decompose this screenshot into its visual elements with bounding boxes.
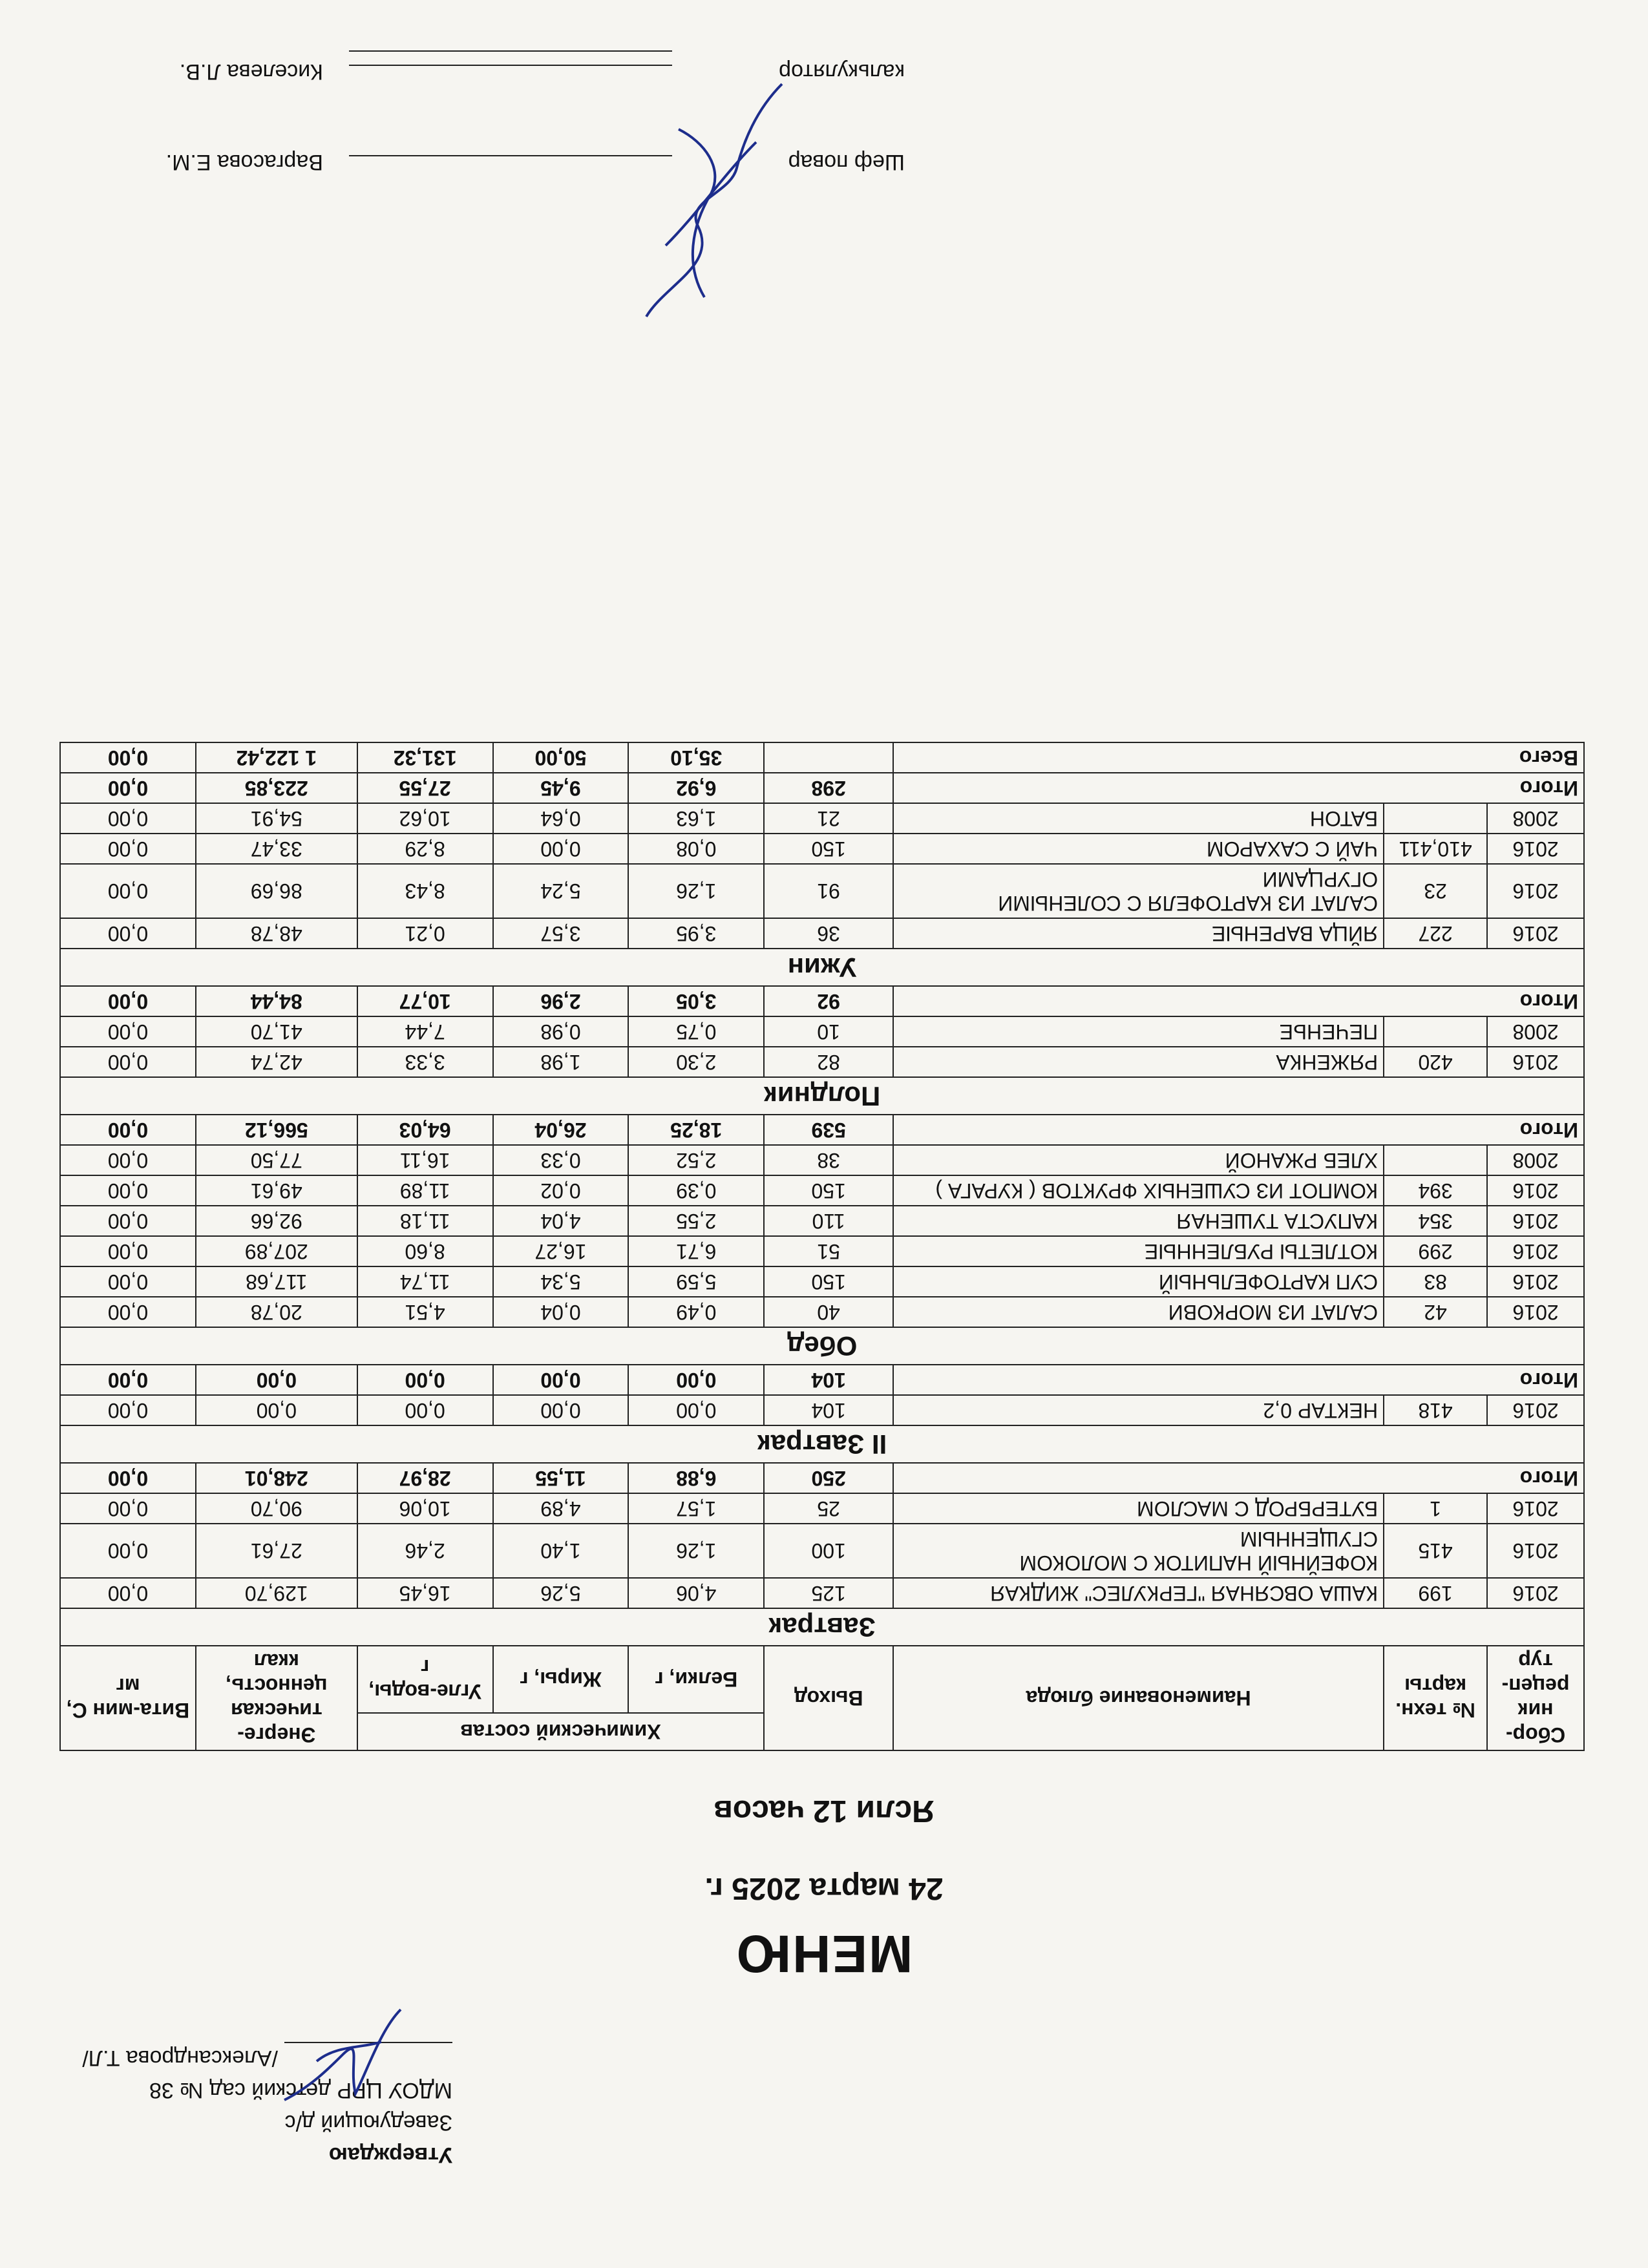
cell-vitamin: 0,00 xyxy=(60,1175,196,1206)
total-row xyxy=(60,1365,1584,1395)
cell-tech-card: 23 xyxy=(1384,864,1487,918)
menu-subtitle: Ясли 12 часов xyxy=(713,1794,935,1828)
cell-output: 91 xyxy=(764,864,893,918)
section-row xyxy=(60,1425,1584,1463)
header-vitamin: Вита-мин С, мг xyxy=(60,1646,196,1750)
cell-proteins: 1,26 xyxy=(628,864,764,918)
cell-fats: 0,00 xyxy=(493,834,629,864)
total-label: Итого xyxy=(893,773,1584,803)
cell-vitamin: 0,00 xyxy=(60,1395,196,1425)
section-name: Завтрак xyxy=(60,1608,1584,1646)
grand-total-cell-carbs: 131,32 xyxy=(357,742,493,773)
total-cell-output: 104 xyxy=(764,1365,893,1395)
cell-tech-card: 394 xyxy=(1384,1175,1487,1206)
cell-proteins: 4,06 xyxy=(628,1578,764,1608)
table-row xyxy=(60,1493,1584,1524)
grand-total-cell-output xyxy=(764,742,893,773)
cell-collection: 2008 xyxy=(1487,1016,1584,1047)
cell-dish-name: НЕКТАР 0,2 xyxy=(893,1395,1384,1425)
cell-collection: 2016 xyxy=(1487,1524,1584,1578)
cell-collection: 2008 xyxy=(1487,1145,1584,1175)
cell-fats: 5,34 xyxy=(493,1266,629,1297)
cell-proteins: 6,71 xyxy=(628,1236,764,1266)
total-row xyxy=(60,986,1584,1016)
cell-vitamin: 0,00 xyxy=(60,834,196,864)
cell-fats: 1,98 xyxy=(493,1047,629,1077)
cell-output: 125 xyxy=(764,1578,893,1608)
cell-dish-name: САЛАТ ИЗ КАРТОФЕЛЯ С СОЛЕНЫМИ ОГУРЦАМИ xyxy=(893,864,1384,918)
total-label: Итого xyxy=(893,986,1584,1016)
calc-name: Киселева Л.В. xyxy=(179,59,323,84)
total-cell-fats: 9,45 xyxy=(493,773,629,803)
cell-proteins: 1,57 xyxy=(628,1493,764,1524)
chef-name: Варгасова Е.М. xyxy=(165,150,323,174)
header-carbs: Угле-воды, г xyxy=(357,1646,493,1713)
cell-vitamin: 0,00 xyxy=(60,1524,196,1578)
cell-energy: 129,70 xyxy=(196,1578,357,1608)
cell-tech-card: 42 xyxy=(1384,1297,1487,1327)
cell-collection: 2016 xyxy=(1487,1493,1584,1524)
grand-total-label: Всего xyxy=(893,742,1584,773)
total-label: Итого xyxy=(893,1365,1584,1395)
chef-role: Шеф повар xyxy=(788,150,905,174)
cell-dish-name: ХЛЕБ РЖАНОЙ xyxy=(893,1145,1384,1175)
cell-energy: 0,00 xyxy=(196,1395,357,1425)
cell-fats: 0,00 xyxy=(493,1395,629,1425)
section-row xyxy=(60,949,1584,986)
cell-collection: 2016 xyxy=(1487,1395,1584,1425)
cell-output: 25 xyxy=(764,1493,893,1524)
cell-energy: 41,70 xyxy=(196,1016,357,1047)
total-cell-proteins: 18,25 xyxy=(628,1115,764,1145)
total-cell-output: 539 xyxy=(764,1115,893,1145)
cell-tech-card: 299 xyxy=(1384,1236,1487,1266)
header-proteins: Белки, г xyxy=(628,1646,764,1713)
cell-energy: 77,50 xyxy=(196,1145,357,1175)
grand-total-row xyxy=(60,742,1584,773)
cell-collection: 2016 xyxy=(1487,834,1584,864)
cell-tech-card: 199 xyxy=(1384,1578,1487,1608)
cell-energy: 54,91 xyxy=(196,803,357,834)
cell-carbs: 11,18 xyxy=(357,1206,493,1236)
cell-energy: 92,66 xyxy=(196,1206,357,1236)
total-cell-fats: 0,00 xyxy=(493,1365,629,1395)
cell-carbs: 10,06 xyxy=(357,1493,493,1524)
table-row xyxy=(60,1145,1584,1175)
cell-dish-name: КАПУСТА ТУШЕНАЯ xyxy=(893,1206,1384,1236)
total-cell-vitamin: 0,00 xyxy=(60,1115,196,1145)
total-cell-energy: 248,01 xyxy=(196,1463,357,1493)
cell-proteins: 1,63 xyxy=(628,803,764,834)
section-row xyxy=(60,1608,1584,1646)
grand-total-cell-fats: 50,00 xyxy=(493,742,629,773)
cell-proteins: 0,75 xyxy=(628,1016,764,1047)
header-fats: Жиры, г xyxy=(493,1646,629,1713)
table-row xyxy=(60,1206,1584,1236)
grand-total-cell-energy: 1 122,42 xyxy=(196,742,357,773)
cell-output: 150 xyxy=(764,1175,893,1206)
total-row xyxy=(60,773,1584,803)
total-cell-output: 92 xyxy=(764,986,893,1016)
cell-fats: 0,02 xyxy=(493,1175,629,1206)
cell-vitamin: 0,00 xyxy=(60,1266,196,1297)
chef-signature-line xyxy=(349,155,672,156)
cell-dish-name: БУТЕРБРОД С МАСЛОМ xyxy=(893,1493,1384,1524)
cell-dish-name: ЯЙЦА ВАРЕНЫЕ xyxy=(893,918,1384,949)
cell-collection: 2016 xyxy=(1487,1236,1584,1266)
cell-vitamin: 0,00 xyxy=(60,1047,196,1077)
table-row xyxy=(60,1175,1584,1206)
approval-signatory: /Александрова Т.Л/ xyxy=(82,2046,278,2070)
cell-vitamin: 0,00 xyxy=(60,1493,196,1524)
cell-carbs: 16,11 xyxy=(357,1145,493,1175)
cell-energy: 33,47 xyxy=(196,834,357,864)
cell-collection: 2016 xyxy=(1487,1578,1584,1608)
table-row xyxy=(60,918,1584,949)
table-row xyxy=(60,1297,1584,1327)
cell-dish-name: КАША ОВСЯНАЯ "ГЕРКУЛЕС" ЖИДКАЯ xyxy=(893,1578,1384,1608)
section-name: Обед xyxy=(60,1327,1584,1365)
total-cell-vitamin: 0,00 xyxy=(60,1463,196,1493)
cell-output: 38 xyxy=(764,1145,893,1175)
total-cell-carbs: 10,77 xyxy=(357,986,493,1016)
cell-output: 40 xyxy=(764,1297,893,1327)
section-name: II Завтрак xyxy=(60,1425,1584,1463)
table-row xyxy=(60,803,1584,834)
cell-energy: 48,78 xyxy=(196,918,357,949)
cell-collection: 2016 xyxy=(1487,1266,1584,1297)
cell-fats: 5,26 xyxy=(493,1578,629,1608)
cell-dish-name: ПЕЧЕНЬЕ xyxy=(893,1016,1384,1047)
total-cell-energy: 0,00 xyxy=(196,1365,357,1395)
cell-vitamin: 0,00 xyxy=(60,1236,196,1266)
cell-proteins: 2,30 xyxy=(628,1047,764,1077)
cell-fats: 3,57 xyxy=(493,918,629,949)
total-cell-proteins: 6,92 xyxy=(628,773,764,803)
total-cell-energy: 84,44 xyxy=(196,986,357,1016)
menu-table-body xyxy=(60,742,1584,1646)
cell-fats: 4,89 xyxy=(493,1493,629,1524)
section-name: Полдник xyxy=(60,1077,1584,1115)
cell-tech-card: 227 xyxy=(1384,918,1487,949)
cell-output: 21 xyxy=(764,803,893,834)
cell-fats: 5,24 xyxy=(493,864,629,918)
cell-energy: 27,61 xyxy=(196,1524,357,1578)
chef-signature-icon xyxy=(627,78,795,323)
cell-dish-name: САЛАТ ИЗ МОРКОВИ xyxy=(893,1297,1384,1327)
cell-vitamin: 0,00 xyxy=(60,1016,196,1047)
cell-carbs: 3,33 xyxy=(357,1047,493,1077)
total-row xyxy=(60,1115,1584,1145)
menu-title: МЕНЮ xyxy=(735,1924,913,1983)
cell-output: 10 xyxy=(764,1016,893,1047)
cell-proteins: 5,59 xyxy=(628,1266,764,1297)
cell-vitamin: 0,00 xyxy=(60,1297,196,1327)
cell-energy: 20,78 xyxy=(196,1297,357,1327)
cell-tech-card: 418 xyxy=(1384,1395,1487,1425)
table-row xyxy=(60,864,1584,918)
cell-tech-card xyxy=(1384,1145,1487,1175)
header-energy: Энерге-тическая ценность, ккал xyxy=(196,1646,357,1750)
cell-carbs: 11,89 xyxy=(357,1175,493,1206)
director-signature-icon xyxy=(278,2003,407,2106)
cell-fats: 0,04 xyxy=(493,1297,629,1327)
cell-tech-card: 83 xyxy=(1384,1266,1487,1297)
cell-energy: 42,74 xyxy=(196,1047,357,1077)
cell-dish-name: ЧАЙ С САХАРОМ xyxy=(893,834,1384,864)
menu-table xyxy=(59,742,1585,1751)
cell-vitamin: 0,00 xyxy=(60,1578,196,1608)
cell-collection: 2016 xyxy=(1487,918,1584,949)
table-row xyxy=(60,1578,1584,1608)
total-cell-output: 298 xyxy=(764,773,893,803)
cell-vitamin: 0,00 xyxy=(60,918,196,949)
cell-energy: 49,61 xyxy=(196,1175,357,1206)
cell-tech-card: 410,411 xyxy=(1384,834,1487,864)
total-cell-fats: 26,04 xyxy=(493,1115,629,1145)
cell-output: 110 xyxy=(764,1206,893,1236)
table-row xyxy=(60,834,1584,864)
cell-fats: 0,64 xyxy=(493,803,629,834)
approval-heading: Утверждаю xyxy=(328,2143,452,2167)
total-cell-carbs: 28,97 xyxy=(357,1463,493,1493)
table-row xyxy=(60,1395,1584,1425)
header-chem-group: Химический состав xyxy=(357,1713,764,1750)
table-row xyxy=(60,1524,1584,1578)
header-dish-name: Наименование блюда xyxy=(893,1646,1384,1750)
total-cell-carbs: 64,03 xyxy=(357,1115,493,1145)
cell-proteins: 0,08 xyxy=(628,834,764,864)
cell-dish-name: КОМПОТ ИЗ СУШЕНЫХ ФРУКТОВ ( КУРАГА ) xyxy=(893,1175,1384,1206)
grand-total-cell-vitamin: 0,00 xyxy=(60,742,196,773)
cell-tech-card: 420 xyxy=(1384,1047,1487,1077)
cell-tech-card: 415 xyxy=(1384,1524,1487,1578)
total-label: Итого xyxy=(893,1463,1584,1493)
cell-carbs: 8,60 xyxy=(357,1236,493,1266)
cell-carbs: 4,51 xyxy=(357,1297,493,1327)
cell-proteins: 3,95 xyxy=(628,918,764,949)
header-output: Выход xyxy=(764,1646,893,1750)
cell-output: 150 xyxy=(764,834,893,864)
cell-energy: 207,89 xyxy=(196,1236,357,1266)
header-tech-card: № техн. карты xyxy=(1384,1646,1487,1750)
cell-collection: 2016 xyxy=(1487,1047,1584,1077)
cell-carbs: 2,46 xyxy=(357,1524,493,1578)
total-cell-energy: 223,85 xyxy=(196,773,357,803)
total-cell-carbs: 27,55 xyxy=(357,773,493,803)
cell-energy: 90,70 xyxy=(196,1493,357,1524)
cell-proteins: 0,39 xyxy=(628,1175,764,1206)
cell-output: 82 xyxy=(764,1047,893,1077)
total-cell-energy: 566,12 xyxy=(196,1115,357,1145)
cell-output: 51 xyxy=(764,1236,893,1266)
cell-tech-card xyxy=(1384,1016,1487,1047)
cell-proteins: 2,52 xyxy=(628,1145,764,1175)
cell-carbs: 11,74 xyxy=(357,1266,493,1297)
cell-tech-card: 1 xyxy=(1384,1493,1487,1524)
cell-proteins: 2,55 xyxy=(628,1206,764,1236)
cell-carbs: 8,29 xyxy=(357,834,493,864)
cell-collection: 2016 xyxy=(1487,1175,1584,1206)
cell-collection: 2008 xyxy=(1487,803,1584,834)
cell-carbs: 16,45 xyxy=(357,1578,493,1608)
cell-output: 100 xyxy=(764,1524,893,1578)
cell-dish-name: КОФЕЙНЫЙ НАПИТОК С МОЛОКОМ СГУЩЕННЫМ xyxy=(893,1524,1384,1578)
total-label: Итого xyxy=(893,1115,1584,1145)
table-row xyxy=(60,1047,1584,1077)
section-name: Ужин xyxy=(60,949,1584,986)
cell-dish-name: РЯЖЕНКА xyxy=(893,1047,1384,1077)
approval-position-1: Заведующий д/с xyxy=(284,2110,452,2135)
approval-position-2: МДОУ ЦРР детский сад № 38 xyxy=(149,2078,452,2103)
cell-output: 36 xyxy=(764,918,893,949)
section-row xyxy=(60,1077,1584,1115)
table-row xyxy=(60,1016,1584,1047)
total-cell-proteins: 0,00 xyxy=(628,1365,764,1395)
total-row xyxy=(60,1463,1584,1493)
cell-carbs: 0,00 xyxy=(357,1395,493,1425)
calc-role: калькулятор xyxy=(779,59,905,84)
cell-fats: 0,33 xyxy=(493,1145,629,1175)
cell-output: 150 xyxy=(764,1266,893,1297)
cell-carbs: 10,62 xyxy=(357,803,493,834)
cell-vitamin: 0,00 xyxy=(60,864,196,918)
total-cell-proteins: 6,88 xyxy=(628,1463,764,1493)
total-cell-fats: 2,96 xyxy=(493,986,629,1016)
cell-fats: 0,98 xyxy=(493,1016,629,1047)
cell-fats: 1,40 xyxy=(493,1524,629,1578)
cell-energy: 86,69 xyxy=(196,864,357,918)
cell-dish-name: БАТОН xyxy=(893,803,1384,834)
cell-proteins: 0,49 xyxy=(628,1297,764,1327)
cell-proteins: 0,00 xyxy=(628,1395,764,1425)
cell-collection: 2016 xyxy=(1487,1297,1584,1327)
total-cell-output: 250 xyxy=(764,1463,893,1493)
cell-energy: 117,68 xyxy=(196,1266,357,1297)
menu-date: 24 марта 2025 г. xyxy=(704,1871,944,1906)
cell-carbs: 8,43 xyxy=(357,864,493,918)
cell-tech-card: 354 xyxy=(1384,1206,1487,1236)
table-row xyxy=(60,1266,1584,1297)
cell-carbs: 7,44 xyxy=(357,1016,493,1047)
table-row xyxy=(60,1236,1584,1266)
cell-vitamin: 0,00 xyxy=(60,1145,196,1175)
grand-total-cell-proteins: 35,10 xyxy=(628,742,764,773)
cell-proteins: 1,26 xyxy=(628,1524,764,1578)
cell-fats: 16,27 xyxy=(493,1236,629,1266)
total-cell-carbs: 0,00 xyxy=(357,1365,493,1395)
cell-tech-card xyxy=(1384,803,1487,834)
total-cell-vitamin: 0,00 xyxy=(60,986,196,1016)
total-cell-fats: 11,55 xyxy=(493,1463,629,1493)
total-cell-vitamin: 0,00 xyxy=(60,1365,196,1395)
cell-vitamin: 0,00 xyxy=(60,1206,196,1236)
cell-vitamin: 0,00 xyxy=(60,803,196,834)
total-cell-vitamin: 0,00 xyxy=(60,773,196,803)
cell-fats: 4,04 xyxy=(493,1206,629,1236)
section-row xyxy=(60,1327,1584,1365)
total-cell-proteins: 3,05 xyxy=(628,986,764,1016)
header-collection: Сбор-ник рецеп-тур xyxy=(1487,1646,1584,1750)
cell-collection: 2016 xyxy=(1487,864,1584,918)
cell-dish-name: КОТЛЕТЫ РУБЛЕННЫЕ xyxy=(893,1236,1384,1266)
cell-output: 104 xyxy=(764,1395,893,1425)
calc-signature-line xyxy=(349,65,672,66)
cell-carbs: 0,21 xyxy=(357,918,493,949)
cell-dish-name: СУП КАРТОФЕЛЬНЫЙ xyxy=(893,1266,1384,1297)
cell-collection: 2016 xyxy=(1487,1206,1584,1236)
